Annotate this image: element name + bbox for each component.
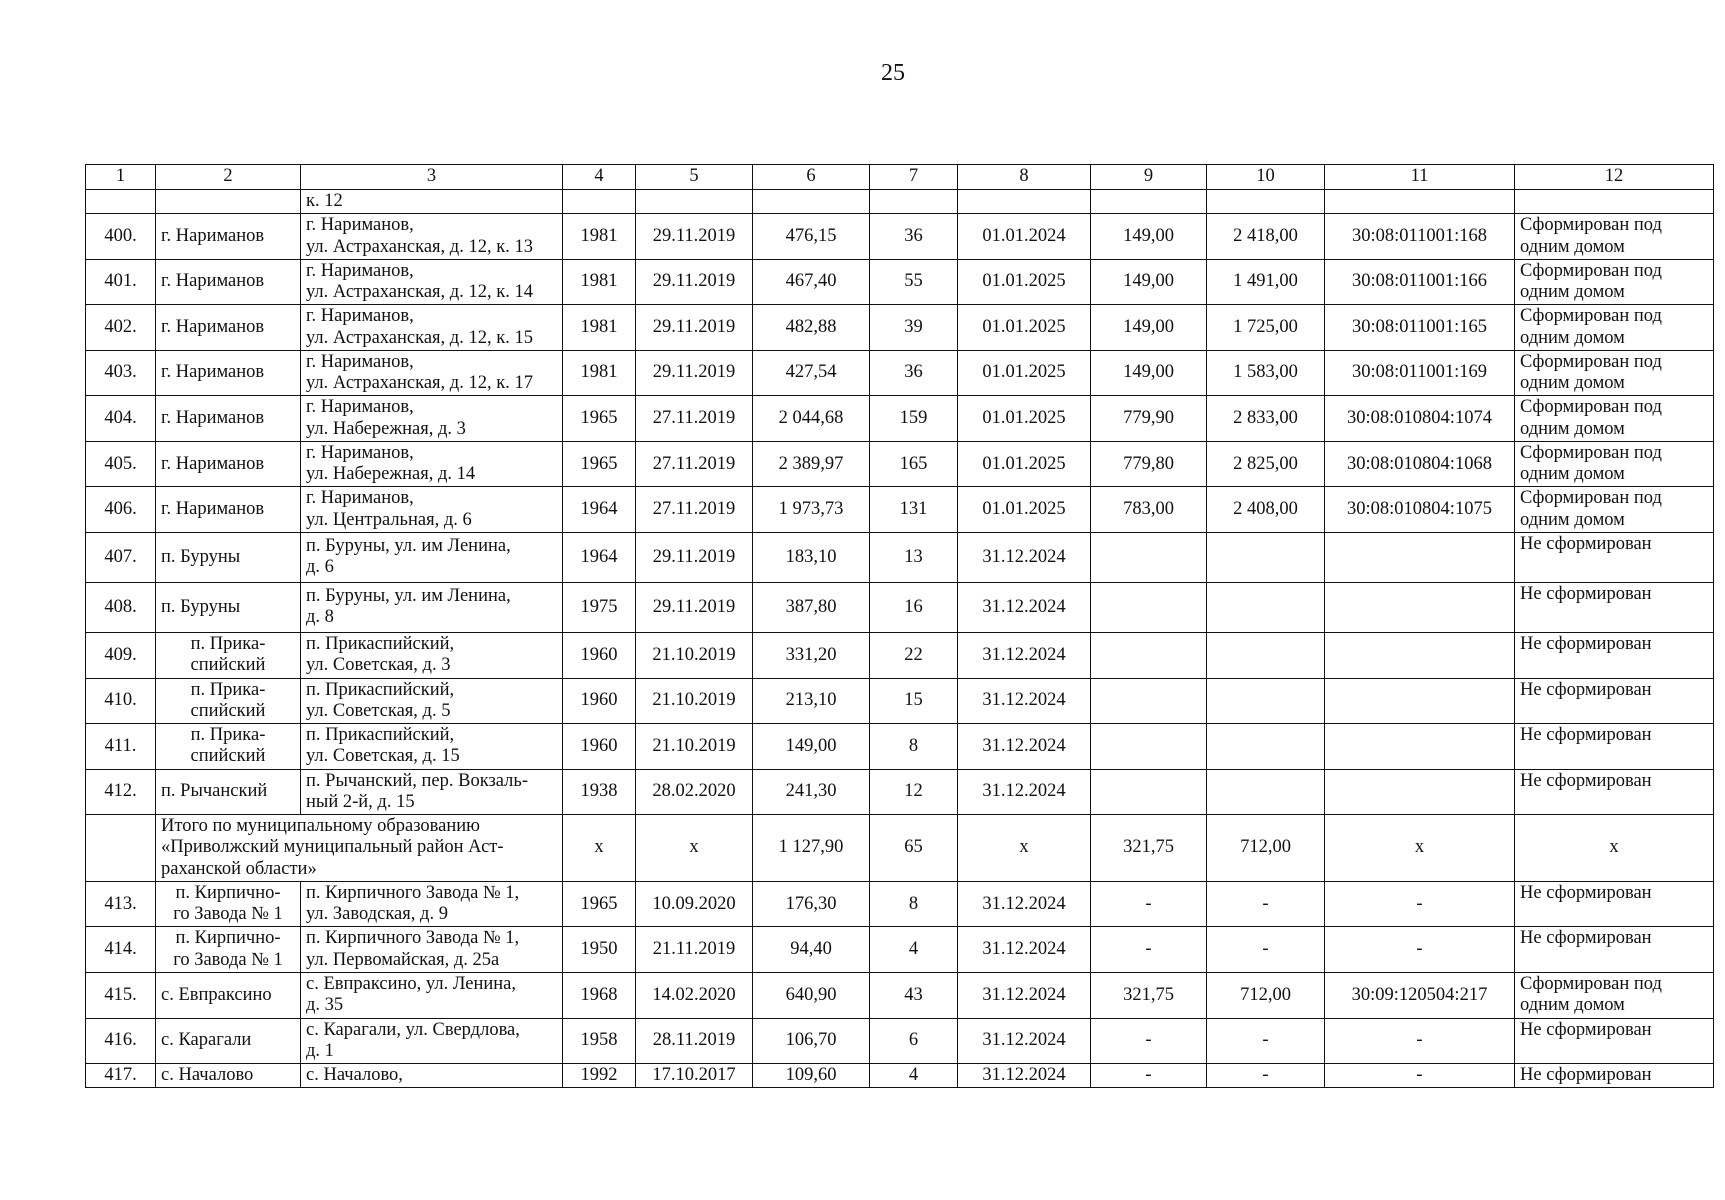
- area: 94,40: [753, 927, 870, 973]
- residents-count: 22: [870, 632, 958, 678]
- land-status: Не сформирован: [1515, 532, 1714, 582]
- residents-count: 4: [870, 927, 958, 973]
- column-number: 11: [1325, 165, 1515, 190]
- land-status: Сформирован под одним домом: [1515, 487, 1714, 533]
- area: 482,88: [753, 305, 870, 351]
- column-number: 8: [958, 165, 1091, 190]
- value-col-10: 2 825,00: [1207, 441, 1325, 487]
- recognition-date: 27.11.2019: [636, 487, 753, 533]
- cadastral-number: 30:08:011001:169: [1325, 350, 1515, 396]
- value-col-9: [1091, 532, 1207, 582]
- value-col-9: [1091, 582, 1207, 632]
- residents-count: 13: [870, 532, 958, 582]
- value-col-10: -: [1207, 927, 1325, 973]
- row-number: 417.: [86, 1064, 156, 1088]
- housing-register-table: [85, 164, 1714, 1088]
- construction-year: 1981: [563, 214, 636, 260]
- recognition-date: 29.11.2019: [636, 350, 753, 396]
- recognition-date: 17.10.2017: [636, 1064, 753, 1088]
- construction-year: 1975: [563, 582, 636, 632]
- address: г. Нариманов, ул. Центральная, д. 6: [301, 487, 563, 533]
- land-status: Сформирован под одним домом: [1515, 396, 1714, 442]
- value-col-9: [1091, 769, 1207, 815]
- table-row: [86, 582, 1714, 632]
- resettlement-deadline: 31.12.2024: [958, 532, 1091, 582]
- column-number-row: [86, 165, 1714, 190]
- value-col-9: -: [1091, 927, 1207, 973]
- construction-year: 1938: [563, 769, 636, 815]
- address: п. Прикаспийский, ул. Советская, д. 15: [301, 724, 563, 770]
- table-row: [86, 678, 1714, 724]
- column-number: 2: [156, 165, 301, 190]
- column-number: 1: [86, 165, 156, 190]
- empty-cell: [1325, 190, 1515, 214]
- value-col-9: 149,00: [1091, 259, 1207, 305]
- resettlement-deadline: 01.01.2025: [958, 487, 1091, 533]
- empty-cell: [1091, 190, 1207, 214]
- table-row: [86, 259, 1714, 305]
- total-c6: 1 127,90: [753, 815, 870, 882]
- resettlement-deadline: 01.01.2025: [958, 305, 1091, 351]
- land-status: Не сформирован: [1515, 927, 1714, 973]
- row-number: 413.: [86, 881, 156, 927]
- empty-cell: [753, 190, 870, 214]
- address: г. Нариманов, ул. Астраханская, д. 12, к. 17: [301, 350, 563, 396]
- land-status: Не сформирован: [1515, 1064, 1714, 1088]
- row-number: 410.: [86, 678, 156, 724]
- cadastral-number: [1325, 632, 1515, 678]
- area: 2 044,68: [753, 396, 870, 442]
- address: п. Прикаспийский, ул. Советская, д. 5: [301, 678, 563, 724]
- row-number: 409.: [86, 632, 156, 678]
- area: 241,30: [753, 769, 870, 815]
- table-row: [86, 1018, 1714, 1064]
- area: 2 389,97: [753, 441, 870, 487]
- settlement-name: п. Кирпично- го Завода № 1: [156, 927, 301, 973]
- residents-count: 159: [870, 396, 958, 442]
- residents-count: 43: [870, 972, 958, 1018]
- construction-year: 1965: [563, 441, 636, 487]
- table-row: [86, 350, 1714, 396]
- cadastral-number: 30:08:010804:1075: [1325, 487, 1515, 533]
- total-row: [86, 815, 1714, 882]
- table-row: [86, 441, 1714, 487]
- value-col-9: [1091, 632, 1207, 678]
- area: 387,80: [753, 582, 870, 632]
- recognition-date: 21.10.2019: [636, 678, 753, 724]
- construction-year: 1960: [563, 724, 636, 770]
- column-number: 4: [563, 165, 636, 190]
- recognition-date: 28.02.2020: [636, 769, 753, 815]
- resettlement-deadline: 31.12.2024: [958, 972, 1091, 1018]
- value-col-9: -: [1091, 1064, 1207, 1088]
- column-number: 3: [301, 165, 563, 190]
- area: 427,54: [753, 350, 870, 396]
- recognition-date: 29.11.2019: [636, 582, 753, 632]
- resettlement-deadline: 31.12.2024: [958, 1018, 1091, 1064]
- value-col-10: [1207, 632, 1325, 678]
- recognition-date: 21.10.2019: [636, 632, 753, 678]
- settlement-name: с. Евпраксино: [156, 972, 301, 1018]
- column-number: 5: [636, 165, 753, 190]
- recognition-date: 27.11.2019: [636, 396, 753, 442]
- area: 467,40: [753, 259, 870, 305]
- residents-count: 36: [870, 350, 958, 396]
- total-c9: 321,75: [1091, 815, 1207, 882]
- table-row: [86, 532, 1714, 582]
- land-status: Сформирован под одним домом: [1515, 214, 1714, 260]
- area: 476,15: [753, 214, 870, 260]
- cadastral-number: -: [1325, 1064, 1515, 1088]
- construction-year: 1965: [563, 881, 636, 927]
- value-col-9: 149,00: [1091, 305, 1207, 351]
- table-row: [86, 487, 1714, 533]
- address: г. Нариманов, ул. Набережная, д. 3: [301, 396, 563, 442]
- resettlement-deadline: 31.12.2024: [958, 927, 1091, 973]
- table-row: [86, 1064, 1714, 1088]
- cadastral-number: 30:08:011001:165: [1325, 305, 1515, 351]
- address: п. Прикаспийский, ул. Советская, д. 3: [301, 632, 563, 678]
- row-number: 401.: [86, 259, 156, 305]
- construction-year: 1968: [563, 972, 636, 1018]
- resettlement-deadline: 01.01.2025: [958, 350, 1091, 396]
- address: с. Началово,: [301, 1064, 563, 1088]
- value-col-10: [1207, 532, 1325, 582]
- value-col-9: 783,00: [1091, 487, 1207, 533]
- table-row: [86, 396, 1714, 442]
- land-status: Не сформирован: [1515, 582, 1714, 632]
- total-label: Итого по муниципальному образованию «Приволжский муниципальный район Аст- раханской области»: [156, 815, 563, 882]
- residents-count: 4: [870, 1064, 958, 1088]
- construction-year: 1992: [563, 1064, 636, 1088]
- table-row: [86, 724, 1714, 770]
- address: г. Нариманов, ул. Астраханская, д. 12, к. 15: [301, 305, 563, 351]
- resettlement-deadline: 01.01.2025: [958, 396, 1091, 442]
- recognition-date: 27.11.2019: [636, 441, 753, 487]
- construction-year: 1964: [563, 487, 636, 533]
- settlement-name: г. Нариманов: [156, 214, 301, 260]
- land-status: Сформирован под одним домом: [1515, 972, 1714, 1018]
- empty-cell: [870, 190, 958, 214]
- empty-cell: [1515, 190, 1714, 214]
- total-c7: 65: [870, 815, 958, 882]
- empty-cell: [958, 190, 1091, 214]
- land-status: Не сформирован: [1515, 724, 1714, 770]
- column-number: 7: [870, 165, 958, 190]
- land-status: Сформирован под одним домом: [1515, 441, 1714, 487]
- resettlement-deadline: 31.12.2024: [958, 1064, 1091, 1088]
- table-row: [86, 972, 1714, 1018]
- total-c8: х: [958, 815, 1091, 882]
- value-col-10: -: [1207, 881, 1325, 927]
- value-col-9: -: [1091, 881, 1207, 927]
- value-col-10: -: [1207, 1018, 1325, 1064]
- resettlement-deadline: 31.12.2024: [958, 632, 1091, 678]
- value-col-10: 1 491,00: [1207, 259, 1325, 305]
- residents-count: 8: [870, 724, 958, 770]
- land-status: Сформирован под одним домом: [1515, 259, 1714, 305]
- address: с. Карагали, ул. Свердлова, д. 1: [301, 1018, 563, 1064]
- land-status: Не сформирован: [1515, 769, 1714, 815]
- settlement-name: г. Нариманов: [156, 487, 301, 533]
- resettlement-deadline: 01.01.2024: [958, 214, 1091, 260]
- residents-count: 55: [870, 259, 958, 305]
- address: п. Кирпичного Завода № 1, ул. Первомайская, д. 25а: [301, 927, 563, 973]
- table-row: [86, 305, 1714, 351]
- value-col-10: [1207, 724, 1325, 770]
- value-col-9: 149,00: [1091, 350, 1207, 396]
- land-status: Сформирован под одним домом: [1515, 305, 1714, 351]
- value-col-10: [1207, 582, 1325, 632]
- total-c5: х: [636, 815, 753, 882]
- land-status: Не сформирован: [1515, 678, 1714, 724]
- settlement-name: г. Нариманов: [156, 259, 301, 305]
- address: п. Буруны, ул. им Ленина, д. 6: [301, 532, 563, 582]
- construction-year: 1964: [563, 532, 636, 582]
- construction-year: 1981: [563, 259, 636, 305]
- cadastral-number: 30:08:011001:166: [1325, 259, 1515, 305]
- area: 109,60: [753, 1064, 870, 1088]
- empty-cell: [86, 190, 156, 214]
- area: 640,90: [753, 972, 870, 1018]
- table-row: [86, 927, 1714, 973]
- land-status: Сформирован под одним домом: [1515, 350, 1714, 396]
- value-col-9: [1091, 678, 1207, 724]
- residents-count: 16: [870, 582, 958, 632]
- settlement-name: п. Буруны: [156, 582, 301, 632]
- recognition-date: 14.02.2020: [636, 972, 753, 1018]
- recognition-date: 29.11.2019: [636, 532, 753, 582]
- empty-cell: [563, 190, 636, 214]
- settlement-name: п. Буруны: [156, 532, 301, 582]
- table-row: [86, 632, 1714, 678]
- row-number: 405.: [86, 441, 156, 487]
- empty-cell: [636, 190, 753, 214]
- cadastral-number: 30:09:120504:217: [1325, 972, 1515, 1018]
- row-number: 407.: [86, 532, 156, 582]
- row-number: 400.: [86, 214, 156, 260]
- total-c12: х: [1515, 815, 1714, 882]
- value-col-10: -: [1207, 1064, 1325, 1088]
- recognition-date: 10.09.2020: [636, 881, 753, 927]
- recognition-date: 29.11.2019: [636, 305, 753, 351]
- land-status: Не сформирован: [1515, 632, 1714, 678]
- value-col-10: [1207, 678, 1325, 724]
- residents-count: 15: [870, 678, 958, 724]
- cadastral-number: -: [1325, 1018, 1515, 1064]
- recognition-date: 28.11.2019: [636, 1018, 753, 1064]
- table-row: [86, 214, 1714, 260]
- settlement-name: г. Нариманов: [156, 305, 301, 351]
- settlement-name: п. Прика- спийский: [156, 678, 301, 724]
- value-col-9: [1091, 724, 1207, 770]
- total-c4: х: [563, 815, 636, 882]
- value-col-9: 779,90: [1091, 396, 1207, 442]
- value-col-10: [1207, 769, 1325, 815]
- empty-cell: [156, 190, 301, 214]
- resettlement-deadline: 31.12.2024: [958, 769, 1091, 815]
- address: г. Нариманов, ул. Астраханская, д. 12, к. 14: [301, 259, 563, 305]
- total-c10: 712,00: [1207, 815, 1325, 882]
- settlement-name: г. Нариманов: [156, 396, 301, 442]
- value-col-10: 712,00: [1207, 972, 1325, 1018]
- recognition-date: 21.11.2019: [636, 927, 753, 973]
- value-col-9: -: [1091, 1018, 1207, 1064]
- value-col-10: 1 583,00: [1207, 350, 1325, 396]
- cadastral-number: [1325, 724, 1515, 770]
- area: 106,70: [753, 1018, 870, 1064]
- residents-count: 6: [870, 1018, 958, 1064]
- cadastral-number: [1325, 678, 1515, 724]
- row-number: 414.: [86, 927, 156, 973]
- settlement-name: с. Началово: [156, 1064, 301, 1088]
- column-number: 10: [1207, 165, 1325, 190]
- settlement-name: п. Прика- спийский: [156, 724, 301, 770]
- residents-count: 131: [870, 487, 958, 533]
- construction-year: 1960: [563, 632, 636, 678]
- table-row: [86, 881, 1714, 927]
- residents-count: 165: [870, 441, 958, 487]
- area: 149,00: [753, 724, 870, 770]
- settlement-name: п. Прика- спийский: [156, 632, 301, 678]
- row-number: 415.: [86, 972, 156, 1018]
- residents-count: 39: [870, 305, 958, 351]
- cadastral-number: [1325, 532, 1515, 582]
- area: 1 973,73: [753, 487, 870, 533]
- address: г. Нариманов, ул. Набережная, д. 14: [301, 441, 563, 487]
- value-col-10: 2 418,00: [1207, 214, 1325, 260]
- column-number: 9: [1091, 165, 1207, 190]
- residents-count: 36: [870, 214, 958, 260]
- column-number: 12: [1515, 165, 1714, 190]
- area: 331,20: [753, 632, 870, 678]
- settlement-name: г. Нариманов: [156, 441, 301, 487]
- construction-year: 1958: [563, 1018, 636, 1064]
- table-row: [86, 769, 1714, 815]
- resettlement-deadline: 31.12.2024: [958, 678, 1091, 724]
- cadastral-number: 30:08:011001:168: [1325, 214, 1515, 260]
- area: 176,30: [753, 881, 870, 927]
- page-number: 25: [881, 60, 905, 86]
- land-status: Не сформирован: [1515, 881, 1714, 927]
- total-c11: х: [1325, 815, 1515, 882]
- resettlement-deadline: 01.01.2025: [958, 441, 1091, 487]
- resettlement-deadline: 31.12.2024: [958, 881, 1091, 927]
- continuation-row: [86, 190, 1714, 214]
- construction-year: 1981: [563, 350, 636, 396]
- address: п. Кирпичного Завода № 1, ул. Заводская, д. 9: [301, 881, 563, 927]
- value-col-9: 149,00: [1091, 214, 1207, 260]
- address-continuation: к. 12: [301, 190, 563, 214]
- area: 213,10: [753, 678, 870, 724]
- row-number: 404.: [86, 396, 156, 442]
- row-number: 403.: [86, 350, 156, 396]
- settlement-name: п. Кирпично- го Завода № 1: [156, 881, 301, 927]
- value-col-10: 1 725,00: [1207, 305, 1325, 351]
- cadastral-number: 30:08:010804:1068: [1325, 441, 1515, 487]
- settlement-name: г. Нариманов: [156, 350, 301, 396]
- settlement-name: п. Рычанский: [156, 769, 301, 815]
- cadastral-number: 30:08:010804:1074: [1325, 396, 1515, 442]
- land-status: Не сформирован: [1515, 1018, 1714, 1064]
- residents-count: 12: [870, 769, 958, 815]
- value-col-10: 2 408,00: [1207, 487, 1325, 533]
- row-number: 402.: [86, 305, 156, 351]
- cadastral-number: -: [1325, 927, 1515, 973]
- construction-year: 1965: [563, 396, 636, 442]
- address: г. Нариманов, ул. Астраханская, д. 12, к. 13: [301, 214, 563, 260]
- construction-year: 1960: [563, 678, 636, 724]
- construction-year: 1981: [563, 305, 636, 351]
- cadastral-number: [1325, 769, 1515, 815]
- address: п. Буруны, ул. им Ленина, д. 8: [301, 582, 563, 632]
- cadastral-number: [1325, 582, 1515, 632]
- recognition-date: 29.11.2019: [636, 259, 753, 305]
- construction-year: 1950: [563, 927, 636, 973]
- column-number: 6: [753, 165, 870, 190]
- resettlement-deadline: 01.01.2025: [958, 259, 1091, 305]
- row-number: 406.: [86, 487, 156, 533]
- table-body: [86, 165, 1714, 1088]
- resettlement-deadline: 31.12.2024: [958, 582, 1091, 632]
- empty-cell: [1207, 190, 1325, 214]
- value-col-9: 779,80: [1091, 441, 1207, 487]
- address: с. Евпраксино, ул. Ленина, д. 35: [301, 972, 563, 1018]
- row-number: 412.: [86, 769, 156, 815]
- row-number: 416.: [86, 1018, 156, 1064]
- row-number: 411.: [86, 724, 156, 770]
- recognition-date: 29.11.2019: [636, 214, 753, 260]
- cadastral-number: -: [1325, 881, 1515, 927]
- row-number: 408.: [86, 582, 156, 632]
- area: 183,10: [753, 532, 870, 582]
- resettlement-deadline: 31.12.2024: [958, 724, 1091, 770]
- empty-cell: [86, 815, 156, 882]
- settlement-name: с. Карагали: [156, 1018, 301, 1064]
- recognition-date: 21.10.2019: [636, 724, 753, 770]
- value-col-10: 2 833,00: [1207, 396, 1325, 442]
- residents-count: 8: [870, 881, 958, 927]
- value-col-9: 321,75: [1091, 972, 1207, 1018]
- address: п. Рычанский, пер. Вокзаль- ный 2-й, д. 15: [301, 769, 563, 815]
